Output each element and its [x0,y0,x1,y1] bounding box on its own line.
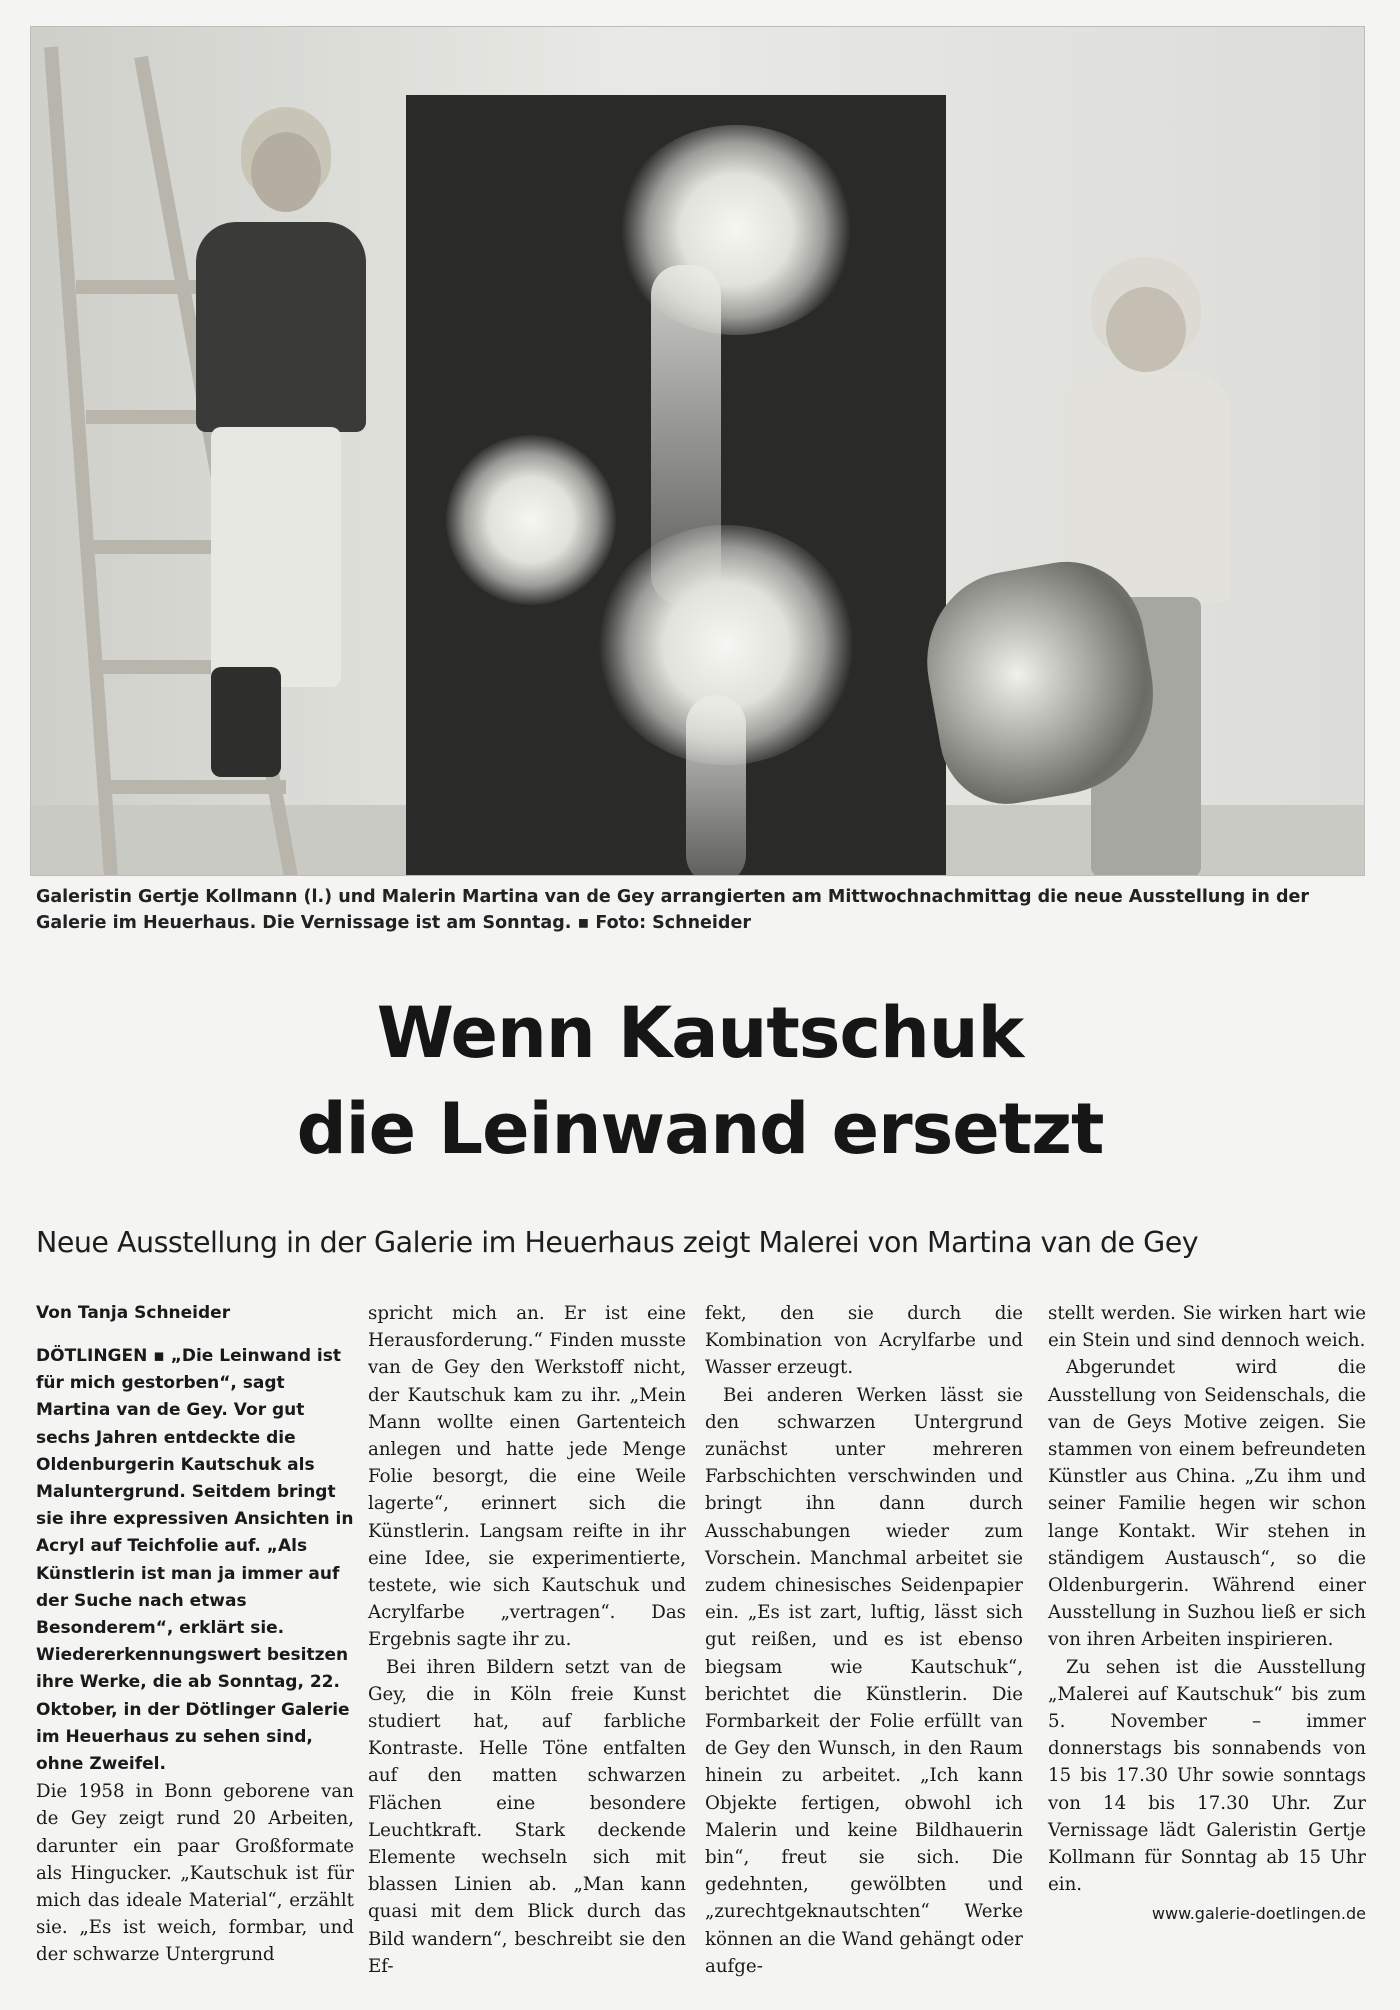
headline-line-1: Wenn Kautschuk [376,992,1024,1074]
person-left-gallerist [171,107,391,827]
byline: Von Tanja Schneider [36,1303,231,1323]
subheadline: Neue Ausstellung in der Galerie im Heuerhaus zeigt Malerei von Martina van de Gey [36,1226,1199,1259]
headline-line-2: die Leinwand ersetzt [296,1088,1104,1170]
headline [0,985,1400,1177]
rubber-painting [406,95,946,876]
photo-caption: Galeristin Gertje Kollmann (l.) und Malerin Martina van de Gey arrangierten am Mittwochnachmittag die neue Ausstellung in der Galerie im Heuerhaus. Die Vernissage ist am Sonntag. ▪ Foto: Schneider [36,887,1309,933]
body-paragraph: Die 1958 in Bonn geborene van de Gey zeigt rund 20 Arbeiten, darunter ein paar Großformate als Hingucker. „Kautschuk ist für mich das ideale Material“, erzählt sie. „Es ist weich, formbar, und der schwarze Untergrund [36,1781,354,1966]
splash-left [446,435,616,605]
body-paragraph: spricht mich an. Er ist eine Herausforderung.“ Finden musste van de Gey den Werkstoff nicht, der Kautschuk kam zu ihr. „Mein Mann wollte einen Gartenteich anlegen und hatte jede Menge Folie besorgt, die eine Weile lagerte“, erinnert sich die Künstlerin. Langsam reifte in ihr eine Idee, sie experimentierte, testete, wie sich Kautschuk und Acrylfarbe „vertragen“. Das Ergebnis sagte ihr zu. [368,1303,686,1651]
article-photo [30,26,1365,876]
article-column-2 [368,1300,686,1980]
body-paragraph: Bei ihren Bildern setzt van de Gey, die in Köln freie Kunst studiert hat, auf farbliche Kontraste. Helle Töne entfalten auf den matten schwarzen Flächen eine besondere Leuchtkraft. Stark deckende Elemente wechseln sich mit blassen Linien ab. „Man kann quasi mit dem Blick durch das Bild wandern“, beschreibt sie den Ef- [368,1656,686,1977]
body-paragraph: Zu sehen ist die Ausstellung „Malerei auf Kautschuk“ bis zum 5. November – immer donnerstags bis sonnabends von 15 bis 17.30 Uhr sowie sonntags von 14 bis 17.30 Uhr. Zur Vernissage lädt Galeristin Gertje Kollmann für Sonntag ab 15 Uhr ein. [1048,1656,1366,1896]
body-paragraph: stellt werden. Sie wirken hart wie ein Stein und sind dennoch weich. [1048,1303,1366,1352]
lead-paragraph: DÖTLINGEN ▪ „Die Leinwand ist für mich gestorben“, sagt Martina van de Gey. Vor gut sechs Jahren entdeckte die Oldenburgerin Kautschuk als Maluntergrund. Seitdem bringt sie ihre expressiven Ansichten in Acryl auf Teichfolie auf. „Als Künstlerin ist man ja immer auf der Suche nach etwas Besonderem“, erklärt sie. Wiedererkennungswert besitzen ihre Werke, die ab Sonntag, 22. Oktober, in der Dötlinger Galerie im Heuerhaus zu sehen sind, ohne Zweifel. [36,1346,354,1775]
body-paragraph: fekt, den sie durch die Kombination von Acrylfarbe und Wasser erzeugt. [705,1303,1023,1379]
splash-drip [686,695,746,876]
article-column-1 [36,1300,354,1969]
body-paragraph: Bei anderen Werken lässt sie den schwarzen Untergrund zunächst unter mehreren Farbschichten verschwinden und bringt ihn dann durch Ausschabungen wieder zum Vorschein. Manchmal arbeitet sie zudem chinesisches Seidenpapier ein. „Es ist zart, luftig, lässt sich gut reißen, und es ist ebenso biegsam wie Kautschuk“, berichtet die Künstlerin. Die Formbarkeit der Folie erfüllt van de Gey den Wunsch, in den Raum hinein zu arbeitet. „Ich kann Objekte fertigen, obwohl ich Malerin und keine Bildhauerin bin“, freut sie sich. Die gedehnten, gewölbten und „zurechtgeknautschten“ Werke können an die Wand gehängt oder aufge- [705,1384,1023,1977]
gallery-website-link[interactable]: www.galerie-doetlingen.de [1151,1904,1366,1924]
article-column-3 [705,1300,1023,1980]
article-column-4 [1048,1300,1366,1928]
body-paragraph: Abgerundet wird die Ausstellung von Seidenschals, die van de Geys Motive zeigen. Sie stammen von einem befreundeten Künstler aus China. „Zu ihm und seiner Familie hegen wir schon lange Kontakt. Wir stehen in ständigem Austausch“, so die Oldenburgerin. Während einer Ausstellung in Suzhou ließ er sich von ihren Arbeiten inspirieren. [1048,1357,1366,1651]
